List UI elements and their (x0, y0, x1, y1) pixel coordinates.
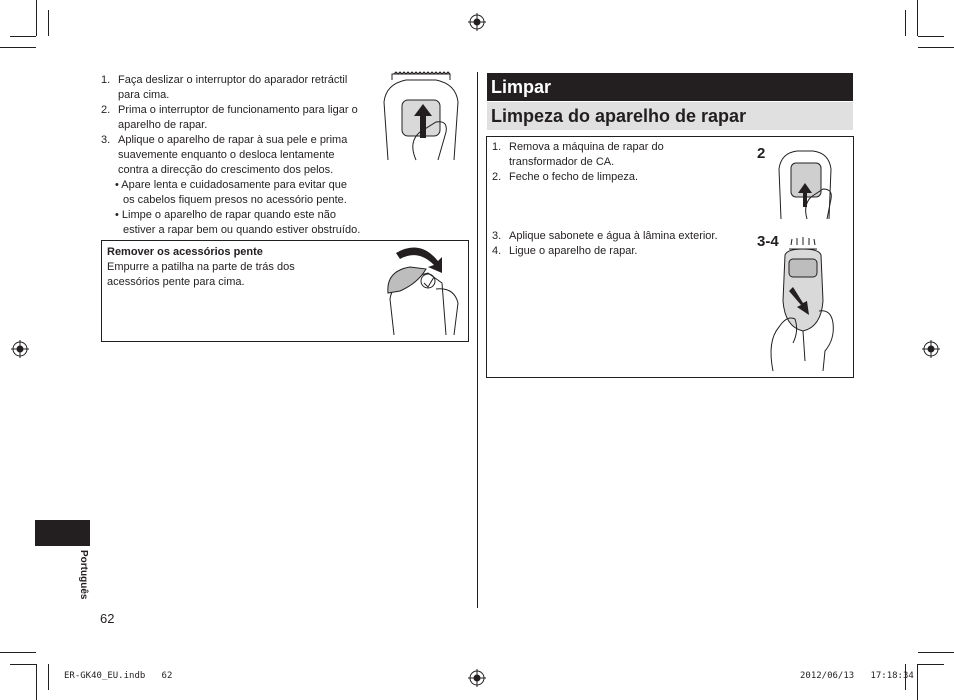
step-number: 1. (492, 141, 502, 153)
registration-mark-icon (468, 13, 486, 31)
bullet-text: estiver a rapar bem ou quando estiver obstruído. (123, 224, 361, 236)
step-text: Prima o interruptor de funcionamento para ligar o (118, 104, 358, 116)
bullet-text: • Apare lenta e cuidadosamente para evitar que (115, 179, 347, 191)
step-text: contra a direcção do crescimento dos pelos. (118, 164, 334, 176)
step-text: transformador de CA. (509, 156, 615, 168)
language-label: Português (78, 550, 89, 600)
note-box (101, 240, 469, 342)
comb-removal-illustration-icon (380, 243, 464, 337)
step-text: para cima. (118, 89, 170, 101)
column-divider (477, 72, 478, 608)
step-text: Faça deslizar o interruptor do aparador retráctil (118, 74, 348, 86)
note-text: acessórios pente para cima. (107, 276, 245, 288)
step-text: Remova a máquina de rapar do (509, 141, 664, 153)
language-tab (35, 520, 90, 546)
bullet-text: • Limpe o aparelho de rapar quando este não (115, 209, 336, 221)
latch-close-illustration-icon (777, 149, 833, 221)
step-text: Aplique sabonete e água à lâmina exterior. (509, 230, 718, 242)
step-text: suavemente enquanto o desloca lentamente (118, 149, 335, 161)
registration-mark-icon (922, 340, 940, 358)
step-text: Aplique o aparelho de rapar à sua pele e prima (118, 134, 348, 146)
figure-label: 2 (757, 145, 766, 162)
step-number: 1. (101, 74, 111, 86)
step-number: 3. (101, 134, 111, 146)
cleaning-steps-box (486, 136, 854, 378)
figure-label: 3-4 (757, 233, 779, 250)
step-text: Feche o fecho de limpeza. (509, 171, 639, 183)
step-number: 3. (492, 230, 502, 242)
note-text: Empurre a patilha na parte de trás dos (107, 261, 295, 273)
section-title: Limpar (487, 73, 853, 101)
bullet-text: os cabelos fiquem presos no acessório pente. (123, 194, 347, 206)
step-text: aparelho de rapar. (118, 119, 208, 131)
step-text: Ligue o aparelho de rapar. (509, 245, 638, 257)
note-title: Remover os acessórios pente (107, 246, 263, 258)
step-number: 2. (492, 171, 502, 183)
registration-mark-icon (11, 340, 29, 358)
file-info: ER-GK40_EU.indb 62 (64, 671, 173, 681)
step-number: 4. (492, 245, 502, 257)
step-number: 2. (101, 104, 111, 116)
page-number: 62 (100, 611, 115, 626)
shaver-in-hand-illustration-icon (763, 231, 843, 371)
trimmer-illustration-icon (376, 72, 466, 162)
registration-mark-icon (468, 669, 486, 687)
subsection-title: Limpeza do aparelho de rapar (487, 102, 853, 130)
timestamp: 2012/06/13 17:18:34 (800, 671, 914, 681)
